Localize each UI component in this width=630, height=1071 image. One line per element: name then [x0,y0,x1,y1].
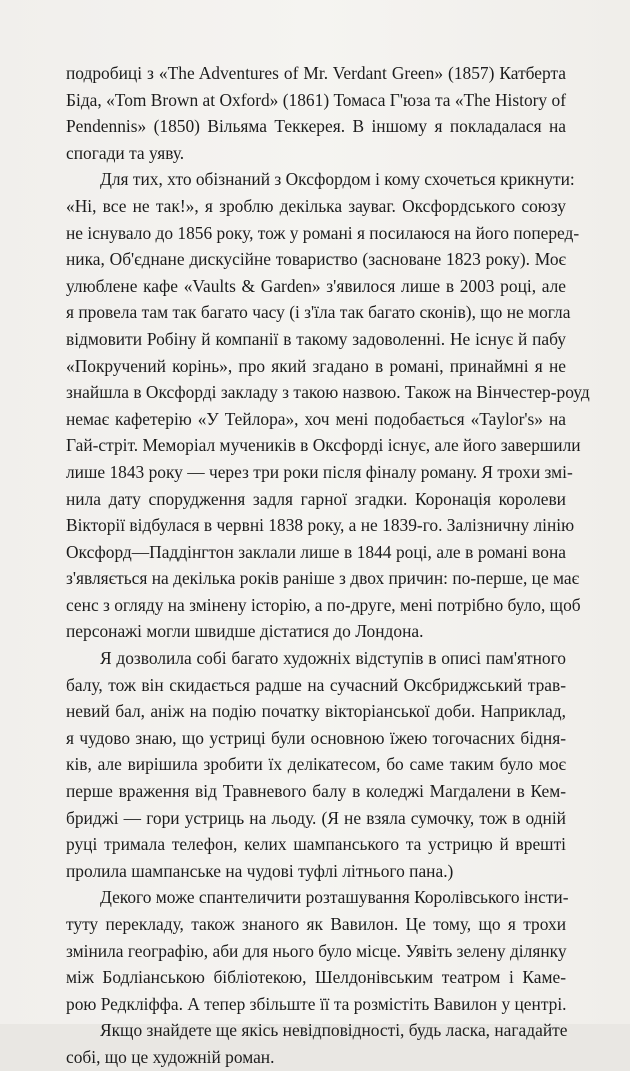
text-line: персонажі могли швидше дістатися до Лондона. [66,621,424,642]
text-line: Якщо знайдете ще якісь невідповідності, будь ласка, нагадайте [100,1020,568,1041]
text-line: «Покручений корінь», про який згадано в романі, принаймні я не [66,355,566,376]
text-line: Pendennis» (1850) Вільяма Теккерея. В іншому я покладалася на [66,116,566,137]
text-line: лише 1843 року — через три роки після фіналу роману. Я трохи змі- [66,461,573,482]
page-text [66,60,590,1071]
text-line: руці тримала телефон, келих шампанського та устрицю й врешті [66,834,566,855]
text-line: з'являється на декілька років раніше з двох причин: по-перше, це має [66,568,580,589]
paragraph-oxford-notes [66,166,590,645]
text-line: сенс з огляду на змінену історію, а по-друге, мені потрібно було, щоб [66,594,581,615]
text-line: Для тих, хто обізнаний з Оксфордом і кому схочеться крикнути: [100,169,575,190]
text-line: спогади та уяву. [66,142,185,163]
text-line: я чудово знаю, що устриці були основною їжею тогочасних бідня- [66,727,566,748]
text-line: Гай-стріт. Меморіал мучеників в Оксфорді існує, але його завершили [66,435,581,456]
text-line: перше враження від Травневого балу в коледжі Магдалени в Кем- [66,781,566,802]
text-line: Біда, «Tom Brown at Oxford» (1861) Томаса Г'юза та «The History of [66,89,566,110]
text-line: між Бодліанською бібліотекою, Шелдонівським театром і Каме- [66,967,566,988]
paragraph-sources [66,60,566,166]
text-line: не існувало до 1856 року, тож у романі я посилаюся на його поперед- [66,222,580,243]
text-line: туту перекладу, також знаного як Вавилон. Це тому, що я трохи [66,914,566,934]
text-line: «Ні, все не так!», я зроблю декілька зауваг. Оксфордського союзу [66,195,566,216]
text-line: ків, але вирішила зробити їх делікатесом, бо саме таким було моє [66,754,566,775]
text-line: подробиці з «The Adventures of Mr. Verdant Green» (1857) Катберта [66,63,566,83]
text-line: знайшла в Оксфорді закладу з такою назвою. Також на Вінчестер-роуд [66,382,590,403]
text-line: собі, що це художній роман. [66,1046,275,1067]
text-line: Оксфорд—Паддінгтон заклали лише в 1844 році, але в романі вона [66,541,566,562]
text-line: відмовити Робіну й компанії в такому задоволенні. Не існує й пабу [66,328,566,349]
text-line: бриджі — гори устриць на льоду. (Я не взяла сумочку, тож в одній [66,807,566,828]
text-line: невий бал, аніж на подію початку вікторіанської доби. Наприклад, [66,701,566,722]
text-line: пролила шампанське на чудові туфлі літнього пана.) [66,860,454,881]
text-line: я провела там так багато часу (і з'їла так багато сконів), що не могла [66,302,571,323]
paragraph-closing [66,1017,566,1070]
text-line: нила дату спорудження задля гарної згадки. Коронація королеви [66,488,566,509]
text-line: ника, Об'єднане дискусійне товариство (засноване 1823 року). Моє [66,249,566,270]
text-line: немає кафетерію «У Тейлора», хоч мені подобається «Taylor's» на [66,408,566,429]
text-line: Декого може спантеличити розташування Королівського інсти- [100,887,569,908]
paragraph-babel-location [66,884,569,1017]
text-line: балу, тож він скидається радше на сучасний Оксбриджський трав- [66,674,566,695]
text-line: Вікторії відбулася в червні 1838 року, а не 1839-го. Залізничну лінію [66,515,575,536]
text-line: змінила географію, аби для нього було місце. Уявіть зелену ділянку [66,940,567,961]
text-line: улюблене кафе «Vaults & Garden» з'явилося лише в 2003 році, але [66,275,566,296]
text-line: рою Редкліффа. А тепер збільште її та розмістіть Вавилон у центрі. [66,993,567,1014]
text-line: Я дозволила собі багато художніх відступів в описі пам'ятного [100,648,566,669]
paragraph-ball [66,645,566,884]
